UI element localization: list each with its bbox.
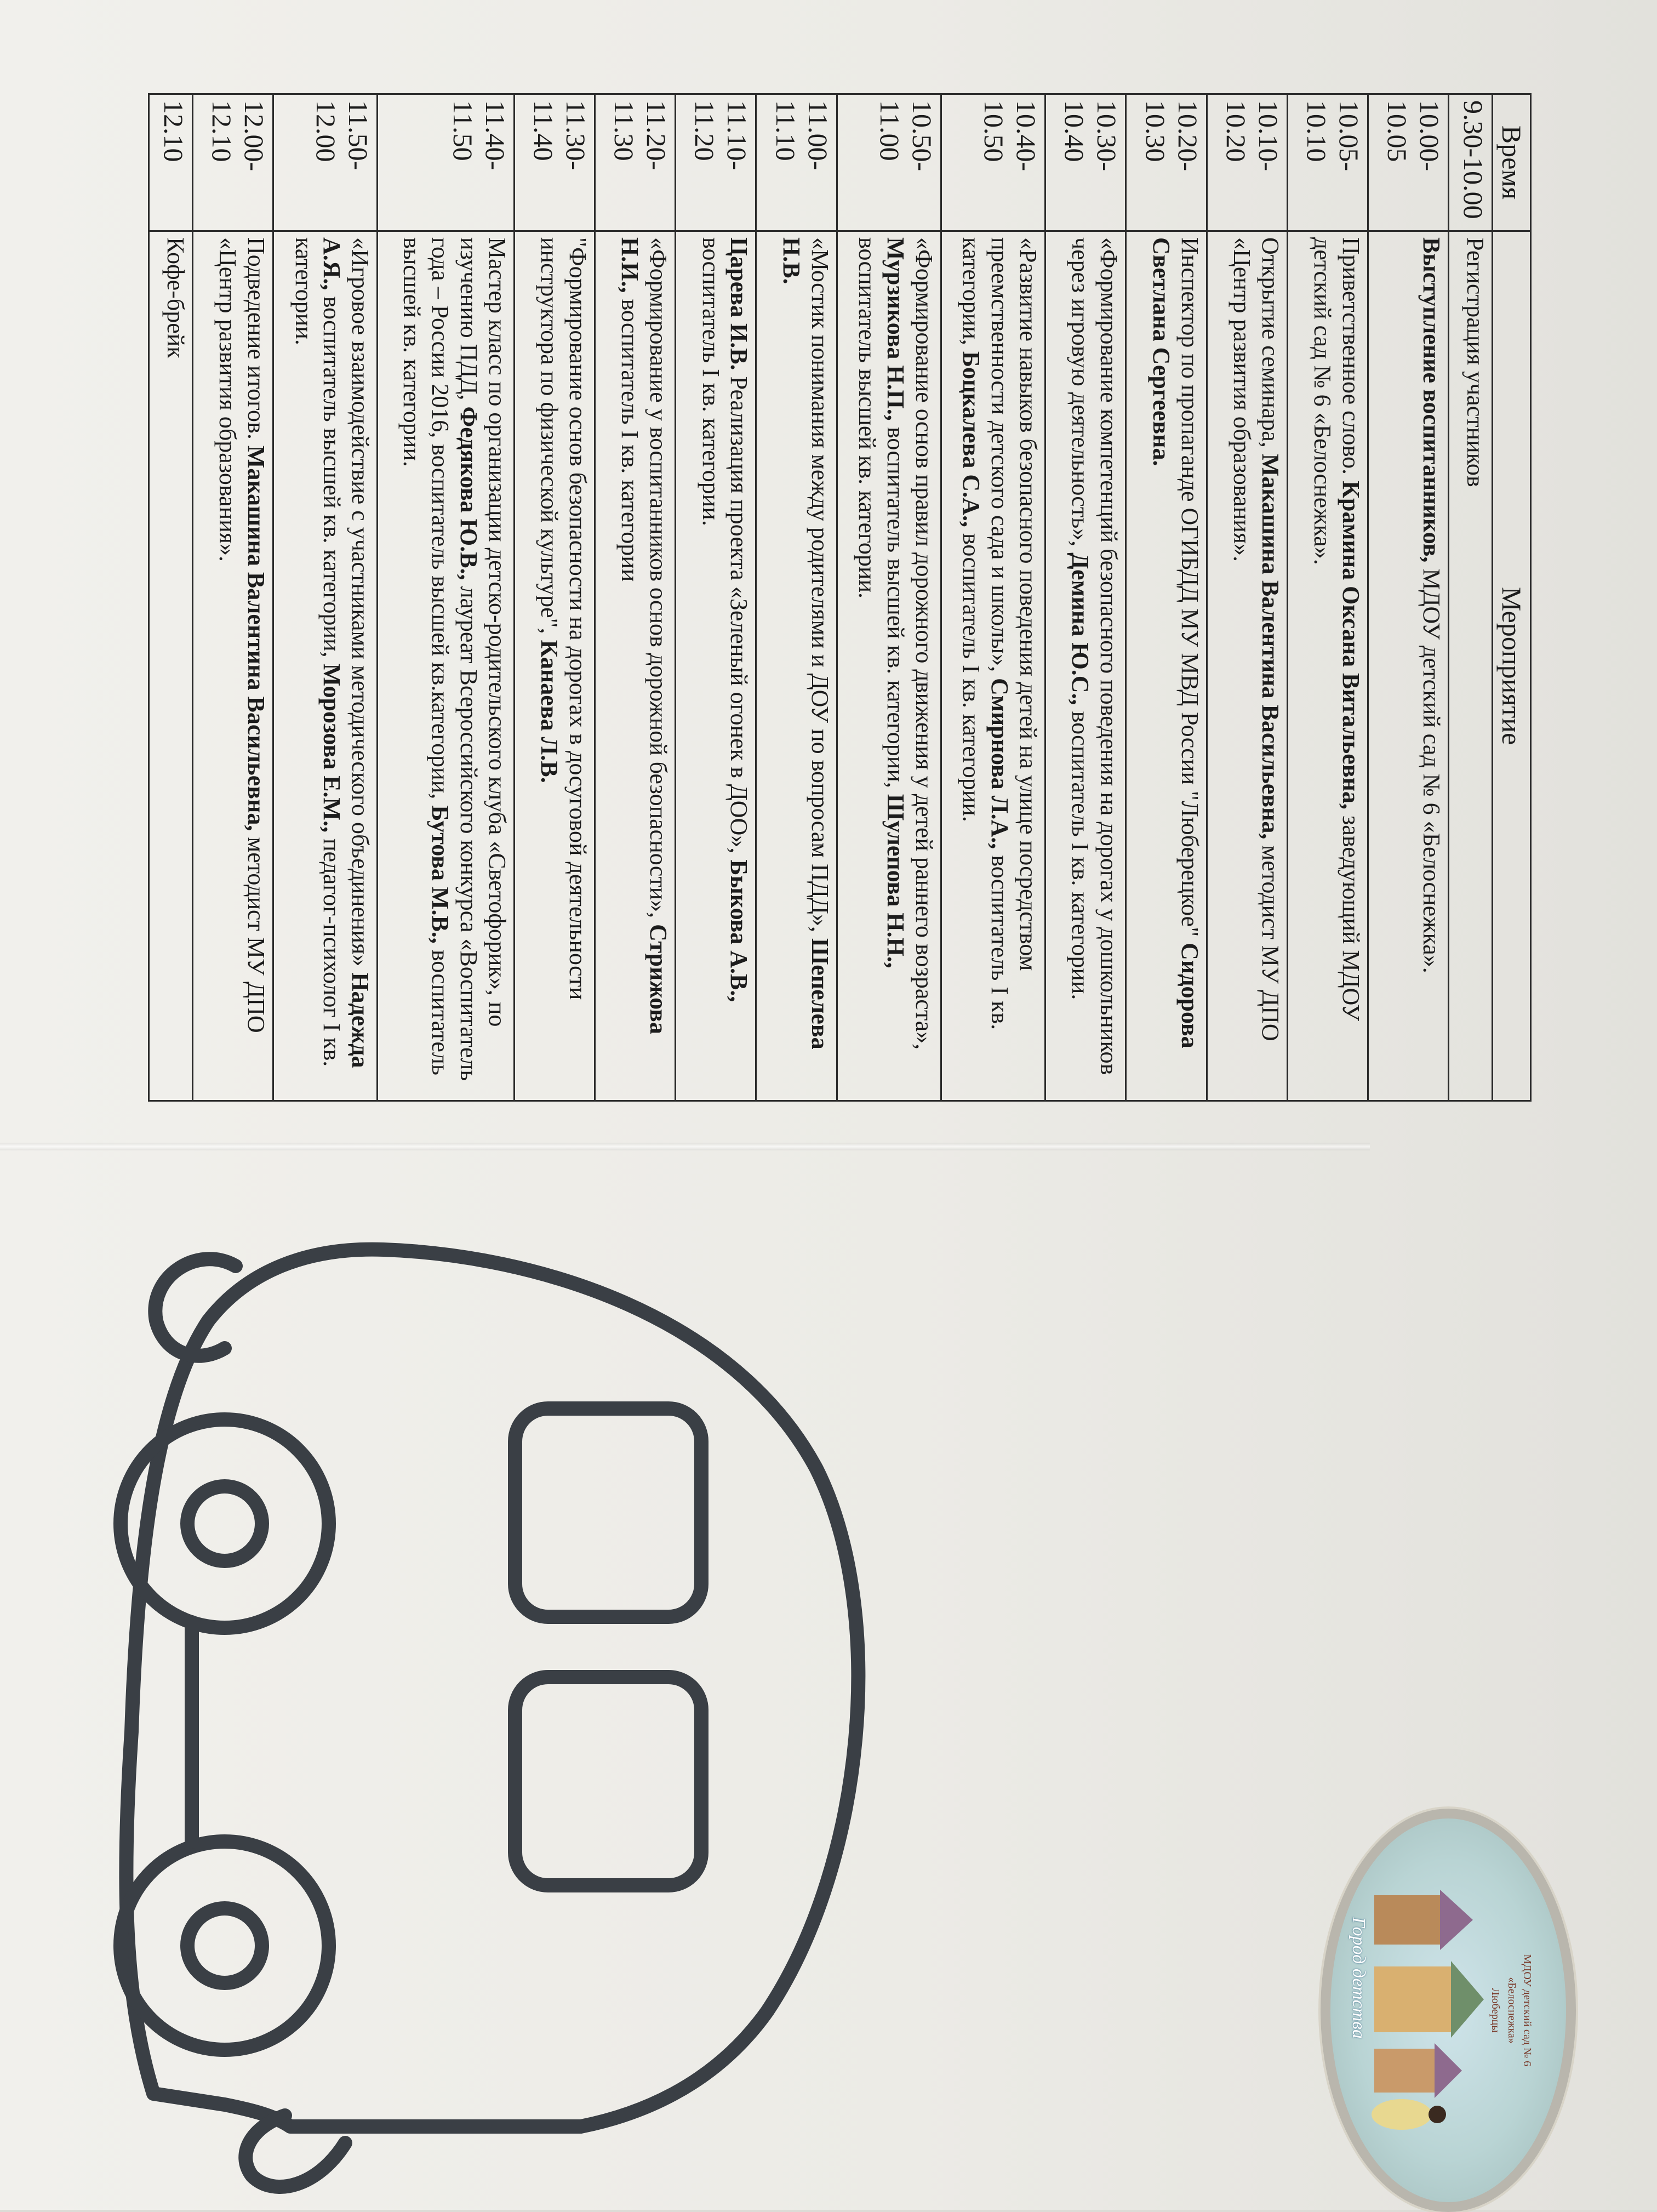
table-row (1449, 94, 1493, 1101)
row-event (941, 231, 1045, 1101)
row-time: 10.50-11.00 (837, 94, 941, 231)
row-event (514, 231, 595, 1101)
header-event: Мероприятие (1493, 231, 1531, 1101)
event-text: Регистрация участников (1462, 237, 1489, 487)
event-text: «Мостик понимания между родителями и ДОУ по вопросам ПДД», (806, 237, 833, 938)
event-text: Открытие семинара, (1256, 237, 1284, 454)
event-text: Мастер класс по организации детско-родительского клуба «Светофорик», по изучению ПДД, (455, 237, 511, 1027)
row-time: 9.30-10.00 (1449, 94, 1493, 231)
row-event (837, 231, 941, 1101)
event-name-bold: Стрижова Н.И., (616, 237, 672, 1034)
row-event (1449, 231, 1493, 1101)
event-text: воспитатель высшей кв. категории, (882, 420, 909, 794)
table-row (192, 94, 273, 1101)
row-time: 11.20-11.30 (595, 94, 676, 231)
event-text: методист МУ ДПО «Центр развития образования». (1228, 237, 1284, 1041)
event-name-bold: Мурзикова Н.П., (882, 237, 909, 421)
car-wheel-rear-hub (187, 1908, 262, 1983)
row-time: 12.10 (149, 94, 193, 231)
event-text: воспитатель I кв. категории. (1067, 705, 1094, 1000)
event-text: воспитатель высшей кв. категории. (398, 237, 454, 1075)
event-name-bold: Бутова М.В., (427, 805, 454, 944)
event-text: Инспектор по пропаганде ОГИБДД МУ МВД России "Люберецкое" (1176, 237, 1203, 943)
car-drawing (88, 1184, 882, 2209)
row-time: 12.00-12.10 (192, 94, 273, 231)
event-name-bold: Выступление воспитанников, (1418, 237, 1445, 563)
row-time: 11.00-11.10 (756, 94, 837, 231)
table-row (378, 94, 514, 1101)
event-text: Подведение итогов. (243, 237, 270, 446)
event-text: заведующий МДОУ детский сад № 6 «Белоснежка». (1309, 237, 1364, 1022)
table-row (1207, 94, 1287, 1101)
event-text: «Формирование компетенций безопасного поведения на дорогах у дошкольников через игровую деятельность», (1067, 237, 1123, 1075)
event-name-bold: Крамина Оксана Витальевна, (1337, 481, 1364, 809)
table-body (149, 94, 1493, 1101)
event-text: воспитатель I кв. категории (616, 293, 644, 582)
event-name-bold: Шулепова Н.Н., (882, 794, 909, 968)
event-text: МДОУ детский сад № 6 «Белоснежка». (1418, 562, 1445, 973)
program-table-area (148, 93, 1532, 1102)
badge-city-text: Город детства (1349, 1917, 1369, 2039)
event-name-bold: Федякова Ю.В., (455, 406, 482, 580)
event-text: Кофе-брейк (162, 237, 189, 358)
row-time: 11.40-11.50 (378, 94, 514, 231)
car-wheel-front-hub (187, 1486, 262, 1561)
row-event (756, 231, 837, 1101)
table-row (837, 94, 941, 1101)
table-row (1045, 94, 1126, 1101)
row-event (676, 231, 756, 1101)
table-row (1368, 94, 1448, 1101)
event-name-bold: Демина Ю.С., (1067, 552, 1094, 705)
event-text: «Игровое взаимодействие с участниками методического объединения» (347, 237, 374, 973)
badge-line-2: «Белоснежка» (1506, 1977, 1518, 2044)
row-event (149, 231, 193, 1101)
event-text: Приветственное слово. (1337, 237, 1364, 481)
row-event (1368, 231, 1448, 1101)
event-name-bold: Смирнова Л.А., (986, 678, 1014, 850)
event-text: лауреат Всероссийского конкурса «Воспитатель года – России 2016, воспитатель высшей кв.категории, (427, 237, 482, 1081)
badge-line-3: Люберцы (1489, 1988, 1501, 2033)
row-event (595, 231, 676, 1101)
table-row (514, 94, 595, 1101)
event-text: воспитатель высшей кв. категории. (854, 237, 881, 599)
car-wheel-rear (121, 1842, 329, 2050)
row-time: 11.50-12.00 (273, 94, 378, 231)
event-text: «Формирование основ правил дорожного движения у детей раннего возраста», (910, 237, 938, 1050)
row-time: 11.30-11.40 (514, 94, 595, 231)
paper-fold (0, 1143, 1370, 1150)
event-text: «Развитие навыков безопасного поведения детей на улице посредством преемственности детского сада и школы», (986, 237, 1042, 971)
kindergarten-badge (1321, 1809, 1576, 2212)
badge-line-1: МДОУ детский сад № 6 (1521, 1954, 1533, 2067)
header-time: Время (1493, 94, 1531, 231)
event-name-bold: Макашина Валентина Васильевна, (1256, 453, 1284, 840)
row-time: 11.10-11.20 (676, 94, 756, 231)
table-row (595, 94, 676, 1101)
car-window-front (515, 1409, 701, 1617)
table-row (1287, 94, 1368, 1101)
event-name-bold: Боцкалева С.А., (958, 351, 985, 527)
event-text: воспитатель высшей кв. категории, (318, 290, 346, 664)
event-text: Реализация проекта «Зеленый огонек в ДОО», (725, 370, 753, 860)
row-time: 10.20-10.30 (1126, 94, 1207, 231)
row-time: 10.05-10.10 (1287, 94, 1368, 231)
row-event (192, 231, 273, 1101)
program-table (148, 93, 1532, 1102)
event-name-bold: Морозова Е.М., (318, 663, 346, 833)
table-row (1126, 94, 1207, 1101)
table-header-row (1493, 94, 1531, 1101)
event-text: методист МУ ДПО «Центр развития образования». (214, 237, 270, 1033)
event-name-bold: Сидорова Светлана Сергеевна. (1147, 237, 1203, 1048)
car-body-outline (126, 1250, 858, 2127)
row-event (273, 231, 378, 1101)
event-text: воспитатель I кв. категории. (958, 527, 985, 822)
row-event (1126, 231, 1207, 1101)
row-event (1207, 231, 1287, 1101)
event-name-bold: Канаева Л.В. (536, 640, 563, 783)
row-event (1287, 231, 1368, 1101)
event-text: педагог-психолог I кв. категории. (290, 237, 346, 1067)
car-window-rear (515, 1677, 701, 1885)
event-text: «Формирование у воспитанников основ дорожной безопасности», (645, 237, 672, 925)
row-time: 10.10-10.20 (1207, 94, 1287, 231)
event-text: воспитатель I кв. категории, (958, 237, 1014, 1030)
event-name-bold: Шепелева Н.В. (778, 237, 833, 1050)
row-time: 10.30-10.40 (1045, 94, 1126, 231)
table-row (149, 94, 193, 1101)
table-row (941, 94, 1045, 1101)
table-row (756, 94, 837, 1101)
castle-illustration (1369, 1884, 1484, 2136)
row-event (1045, 231, 1126, 1101)
event-name-bold: Царева И.В. (725, 237, 753, 370)
event-name-bold: Надежда А.Я., (318, 237, 374, 1068)
row-time: 10.00-10.05 (1368, 94, 1448, 231)
event-text: воспитатель I кв. категории. (697, 237, 724, 526)
event-text: "Формирование основ безопасности на дорогах в досуговой деятельности инструктора по физической культуре", (536, 237, 592, 1000)
row-event (378, 231, 514, 1101)
row-time: 10.40-10.50 (941, 94, 1045, 231)
event-name-bold: Макашина Валентина Васильевна, (243, 445, 270, 831)
table-row (273, 94, 378, 1101)
table-row (676, 94, 756, 1101)
event-name-bold: Быкова А.В., (725, 859, 753, 1002)
